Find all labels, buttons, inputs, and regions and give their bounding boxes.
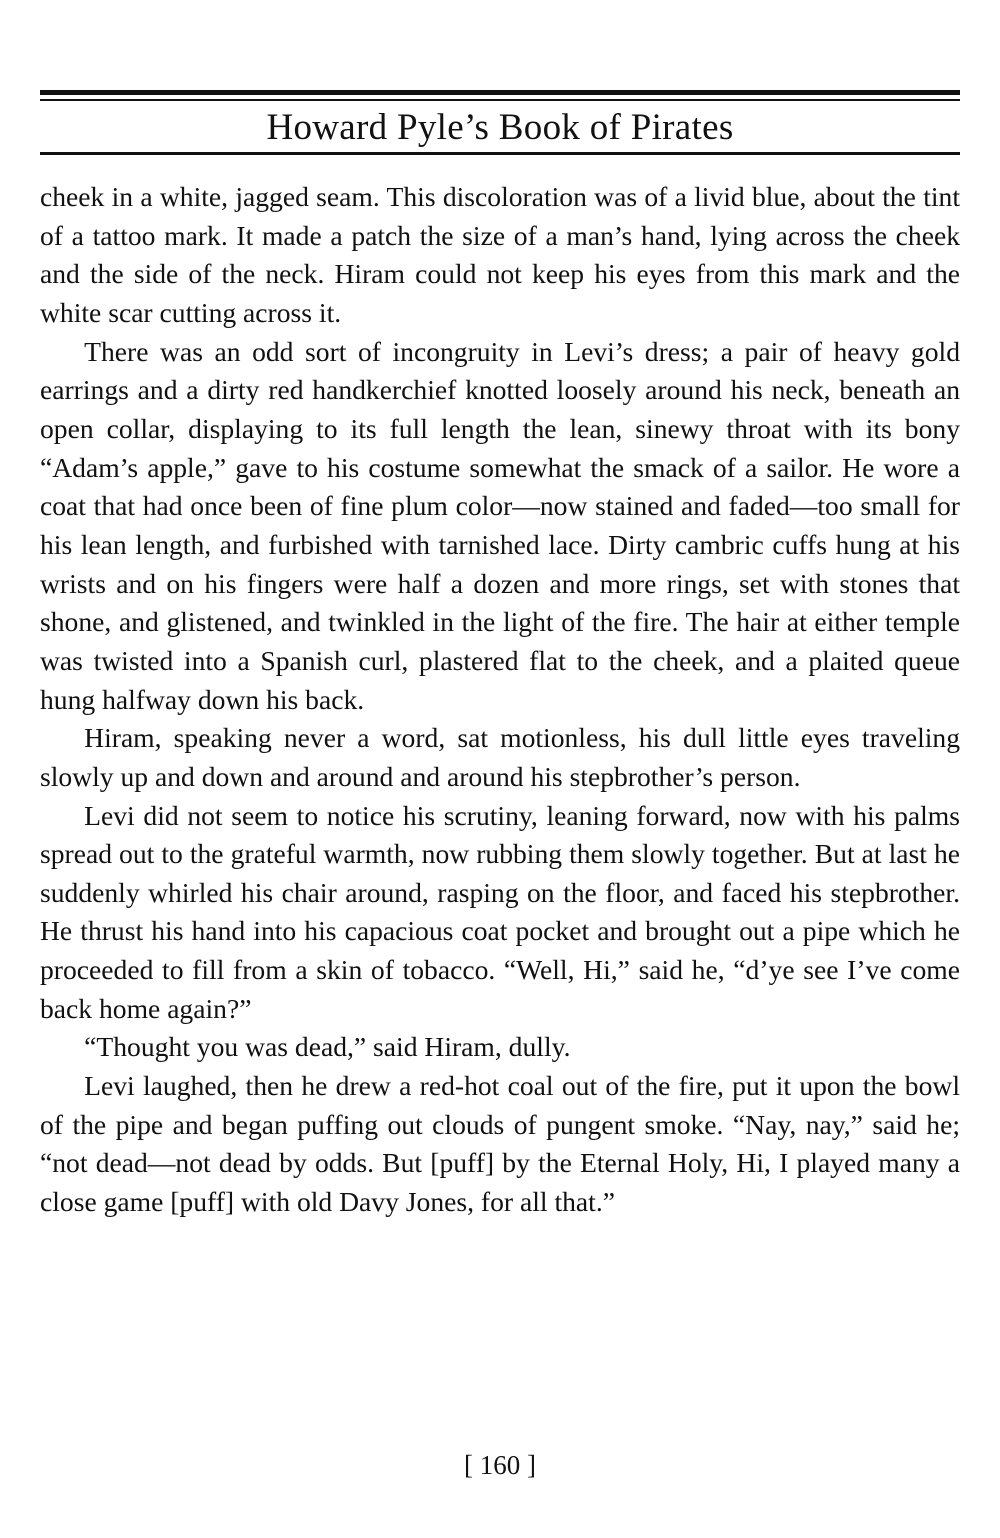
paragraph: Hiram, speaking never a word, sat motionless, his dull little eyes traveling slowly up and down and around and around his stepbrother’s person. (40, 722, 960, 792)
paragraph: Levi did not seem to notice his scrutiny, leaning forward, now with his palms spread out to the grateful warmth, now rubbing them slowly together. But at last he suddenly whirled his chair around, rasping on the floor, and faced his stepbrother. He thrust his hand into his capacious coat pocket and brought out a pipe which he proceeded to fill from a skin of tobacco. “Well, Hi,” said he, “d’ye see I’ve come back home again?” (40, 799, 960, 1024)
paragraph: “Thought you was dead,” said Hiram, dully. (84, 1031, 571, 1063)
paragraph: Levi laughed, then he drew a red-hot coal out of the fire, put it upon the bowl of the pipe and began puffing out clouds of pungent smoke. “Nay, nay,” said he; “not dead—not dead by odds. But [puff] by the Eternal Holy, Hi, I played many a close game [puff] with old Davy Jones, for all that.” (40, 1070, 960, 1218)
header-rule-thin (40, 99, 960, 101)
header-rule-bottom (40, 152, 960, 155)
book-page (40, 86, 960, 1506)
page-number: [ 160 ] (464, 1450, 536, 1480)
body-text (40, 178, 960, 1222)
paragraph-continued: cheek in a white, jagged seam. This discoloration was of a livid blue, about the tint of a tattoo mark. It made a patch the size of a man’s hand, lying across the cheek and the side of the neck. Hiram could not keep his eyes from this mark and the white scar cutting across it. (40, 181, 960, 328)
running-header-title: Howard Pyle’s Book of Pirates (266, 107, 734, 148)
paragraph: There was an odd sort of incongruity in Levi’s dress; a pair of heavy gold earrings and a dirty red handkerchief knotted loosely around his neck, beneath an open collar, displaying to its full length the lean, sinewy throat with its bony “Adam’s apple,” gave to his costume somewhat the smack of a sailor. He wore a coat that had once been of fine plum color—now stained and faded—too small for his lean length, and furbished with tarnished lace. Dirty cambric cuffs hung at his wrists and on his fingers were half a dozen and more rings, set with stones that shone, and glistened, and twinkled in the light of the fire. The hair at either temple was twisted into a Spanish curl, plastered flat to the cheek, and a plaited queue hung halfway down his back. (40, 335, 960, 715)
header-rule-thick (40, 90, 960, 95)
